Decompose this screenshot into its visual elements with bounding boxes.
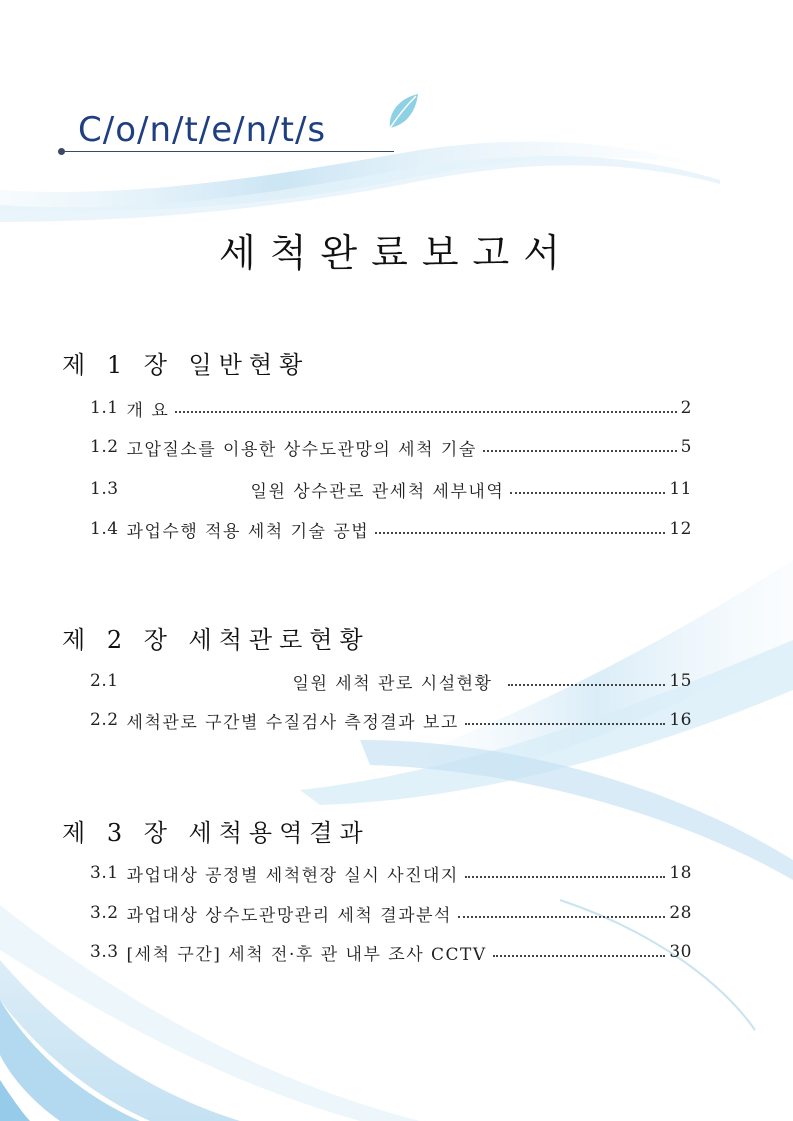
toc-leader-dots: [508, 684, 665, 686]
toc-entry[interactable]: [90, 514, 692, 544]
toc-entry-number: 3.2: [90, 903, 119, 923]
toc-entry-number: 1.4: [90, 519, 119, 539]
toc-leader-dots: [465, 876, 666, 878]
toc-entry[interactable]: [90, 474, 692, 504]
document-title: 세척완료보고서: [219, 231, 574, 275]
toc-entry-page: 16: [669, 710, 692, 730]
toc-leader-dots: [465, 723, 666, 725]
leaf-icon: [386, 92, 420, 132]
toc-entry-number: 3.1: [90, 863, 119, 883]
toc-entry-page: 30: [669, 942, 692, 962]
contents-logo-text: C/o/n/t/e/n/t/s: [78, 110, 327, 150]
toc-entry-page: 15: [669, 671, 692, 691]
toc-entry-label: 과업대상 상수도관망관리 세척 결과분석: [126, 905, 452, 926]
toc-entry-label: 일원 세척 관로 시설현황: [292, 673, 493, 694]
toc-entry[interactable]: [90, 898, 692, 928]
toc-entry-number: 1.1: [90, 398, 119, 418]
toc-leader-dots: [375, 532, 665, 534]
toc-leader-dots: [458, 916, 665, 918]
toc-entry-page: 11: [669, 479, 692, 499]
toc-entry[interactable]: [90, 393, 692, 423]
toc-entry-page: 5: [680, 437, 692, 457]
toc-entry-page: 12: [669, 519, 692, 539]
toc-entry[interactable]: [90, 432, 692, 462]
toc-entry-label: 고압질소를 이용한 상수도관망의 세척 기술: [126, 439, 477, 460]
chapter-1-heading: 제 1 장 일반현황: [62, 351, 310, 379]
chapter-2-heading: 제 2 장 세척관로현황: [62, 626, 370, 654]
toc-entry-label: [세척 구간] 세척 전·후 관 내부 조사 CCTV: [126, 944, 487, 965]
toc-leader-dots: [493, 955, 666, 957]
toc-entry-page: 18: [669, 863, 692, 883]
logo-underline: [64, 151, 394, 152]
toc-leader-dots: [483, 450, 677, 452]
toc-entry-label: 과업대상 공정별 세척현장 실시 사진대지: [126, 865, 459, 886]
toc-entry[interactable]: [90, 705, 692, 735]
toc-entry-number: 1.3: [90, 479, 119, 499]
toc-entry-label: 과업수행 적용 세척 기술 공법: [126, 521, 370, 542]
toc-entry[interactable]: [90, 937, 692, 967]
chapter-3-heading: 제 3 장 세척용역결과: [62, 819, 370, 847]
toc-entry-number: 2.2: [90, 710, 119, 730]
toc-entry-page: 28: [669, 903, 692, 923]
toc-entry-page: 2: [680, 398, 692, 418]
toc-entry-label: 세척관로 구간별 수질검사 측정결과 보고: [126, 712, 459, 733]
toc-leader-dots: [175, 411, 676, 413]
toc-leader-dots: [510, 492, 665, 494]
toc-entry-number: 1.2: [90, 437, 119, 457]
contents-logo: [58, 92, 428, 162]
logo-dot: [58, 148, 65, 155]
toc-entry-number: 2.1: [90, 671, 119, 691]
toc-entry-label: 개 요: [126, 400, 170, 421]
toc-entry[interactable]: [90, 858, 692, 888]
toc-entry-number: 3.3: [90, 942, 119, 962]
toc-entry[interactable]: [90, 666, 692, 696]
toc-entry-label: 일원 상수관로 관세척 세부내역: [250, 481, 505, 502]
